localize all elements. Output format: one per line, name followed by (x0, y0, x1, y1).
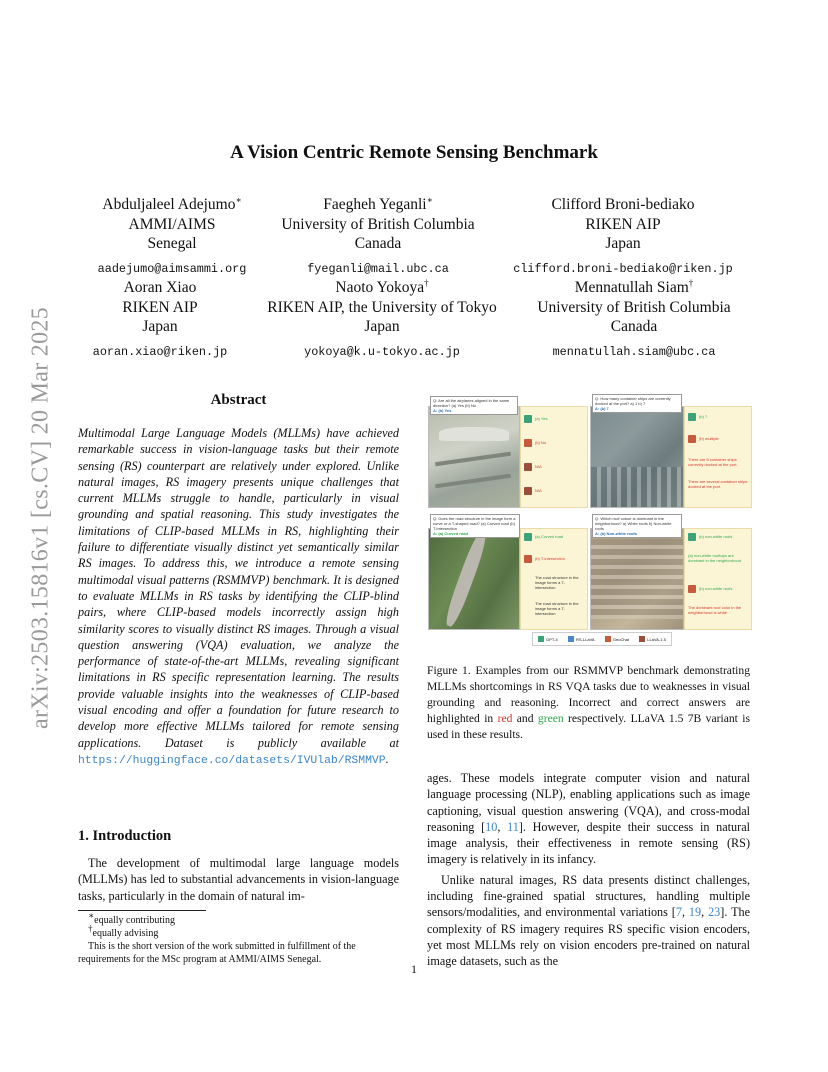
arxiv-sidebar (26, 278, 56, 758)
question-text: Q: Which roof colour is dominant in the neighborhood? a) White roofs b) Non-white roofs (595, 516, 672, 531)
answer-rsllava: (b) T-intersection (524, 555, 565, 563)
author-mark: † (688, 277, 694, 288)
author-block (98, 195, 247, 279)
legend-item-gpt4: GPT-4 (538, 636, 558, 642)
figure-panel-roofs (590, 514, 750, 630)
caption-green-word: green (537, 712, 564, 725)
paragraph: ages. These models integrate computer vision and natural language processing (NLP), enabling applications such as image captioning, visual question answering (VQA), and cross-modal reasoning [10, 11]. However, despite their success in natural image analysis, their effectiveness in remote sensing (RS) imagery is relatively in its infancy. (427, 771, 750, 867)
author-email[interactable]: aadejumo@aimsammi.org (97, 261, 247, 276)
figure-legend (532, 632, 672, 646)
footnote (78, 923, 399, 940)
author-email[interactable]: aoran.xiao@riken.jp (92, 344, 228, 359)
footnote-text: equally advising (92, 928, 159, 939)
legend-item-llava: LLaVA-1.5 (639, 636, 666, 642)
author-name: Faegheh Yeganli (323, 196, 427, 213)
footnote-rule (78, 910, 206, 911)
satellite-image (590, 528, 684, 630)
question-text: Q: How many container ships are currently docked at the port? a) 1 b) 7 (595, 396, 671, 406)
abstract-text: Multimodal Large Language Models (MLLMs) have achieved remarkable success in vision-language tasks but their remote sensing (RS) counterpart are relatively under explored. Unlike natural images, RS imagery presents unique challenges that current MLLMs struggle to handle, particularly in visual grounding and spatial reasoning. This study investigates the limitations of CLIP-based MLLMs in RS, highlighting their failure to differentiate visually distinct yet semantically similar RS images. To address this, we introduce a remote sensing multimodal visual patterns (RSMMVP) benchmark. It is designed to evaluate MLLMs in RS tasks by identifying the CLIP-blind pairs, where CLIP-based models incorrectly assign high similarity scores to visually distinct RS images. Through a visual question answering (VQA) evaluation, we analyze the performance of state-of-the-art MLLMs, revealing significant limitations in RS specific representation learning. The results provide valuable insights into the weaknesses of CLIP-based visual encoding and offer a foundation for future research to develop more effective MLLMs tailored for remote sensing applications. Dataset is publicly available at (78, 426, 399, 750)
footnote-mark: † (88, 923, 93, 934)
author-country: Senegal (147, 235, 197, 252)
author-affiliation: AMMI/AIMS (128, 215, 216, 233)
satellite-image (428, 406, 520, 508)
ground-truth: A: (b) Non-white roofs (595, 531, 637, 536)
answer-geochat: The road structure in the image forms a T-intersection (535, 575, 579, 590)
question-box (430, 514, 520, 538)
author-country: Japan (605, 235, 641, 252)
answer-gpt4: (b) 7 (688, 413, 707, 421)
author-affiliation: RIKEN AIP (122, 298, 198, 316)
ground-truth: A: (b) 7 (595, 406, 609, 411)
author-name: Abduljaleel Adejumo (102, 196, 236, 213)
author-affiliation: RIKEN AIP (585, 215, 661, 233)
intro-heading: 1. Introduction (78, 828, 172, 844)
author-country: Japan (364, 318, 400, 335)
caption-red-word: red (497, 712, 513, 725)
citation-link[interactable]: 11 (507, 819, 519, 834)
footnote-text: This is the short version of the work submitted in fulfillment of the requirements for the MSc program at AMMI/AIMS Senegal. (78, 941, 356, 965)
paragraph: Unlike natural images, RS data presents distinct challenges, including fine-grained spatial structures, handling multiple sensors/modalities, and environmental variations [7, 19, 23]. The complexity of RS imagery requires RS specific vision encoders, yet most MLLMs rely on vision encoders pre-trained on natural image datasets, such as the (427, 872, 751, 969)
answer-rsllava: (b) multiple (688, 435, 719, 443)
answers-box (520, 406, 588, 508)
legend-item-geochat: GeoChat (605, 636, 629, 642)
author-mark: † (424, 277, 429, 288)
author-country: Canada (610, 318, 658, 335)
answer-rsllava: (a) non-white rooftops are dominant in the neighborhood (688, 553, 741, 563)
right-column-text (427, 770, 750, 970)
author-block (513, 195, 732, 279)
answer-geochat: N/A (524, 463, 542, 471)
author-affiliation: University of British Columbia (537, 298, 731, 316)
question-box (592, 514, 682, 538)
citation-link[interactable]: 23 (708, 905, 721, 920)
answer-llava: N/A (524, 487, 542, 495)
footnote-text: equally contributing (94, 915, 175, 926)
answer-geochat: There are 5 container ships currently docked at the port. (688, 457, 738, 467)
abstract-end: . (385, 751, 389, 766)
answers-box (684, 528, 752, 630)
author-block (281, 195, 474, 279)
author-name: Clifford Broni-bediako (551, 196, 695, 213)
satellite-image (428, 528, 520, 630)
author-name: Mennatullah Siam (574, 279, 689, 296)
paper-title: A Vision Centric Remote Sensing Benchmark (230, 142, 598, 163)
author-mark: ∗ (235, 194, 242, 205)
footnote-mark: ∗ (88, 910, 95, 921)
author-email[interactable]: fyeganli@mail.ubc.ca (307, 261, 449, 276)
answer-geochat: (b) non-white roofs (688, 585, 732, 593)
figure-panel-road (428, 514, 588, 630)
figure-panel-airplanes (428, 392, 588, 510)
question-text: Q: Does the road structure in the image form a curve or a T-shaped road? (a) Curved road (b) T-intersection (433, 516, 516, 531)
answer-llava: The dominant roof color in the neighborhood is white (688, 605, 742, 615)
author-email[interactable]: clifford.broni-bediako@riken.jp (513, 261, 733, 276)
dataset-link[interactable]: https://huggingface.co/datasets/IVUlab/RSMMVP (78, 754, 386, 767)
ground-truth: A: (a) Curved road (433, 531, 468, 536)
author-name: Aoran Xiao (123, 279, 197, 296)
legend-item-rsllava: RS-LLaVA (568, 636, 595, 642)
author-country: Canada (354, 235, 402, 252)
intro-paragraph: The development of multimodal large language models (MLLMs) has led to substantial advancements in vision-language tasks, particularly in the domain of natural im- (78, 856, 399, 903)
abstract-body (78, 425, 399, 769)
answers-box (684, 406, 752, 508)
answer-rsllava: (b) No (524, 439, 546, 447)
page-number: 1 (411, 962, 417, 976)
figure-caption: Figure 1. Examples from our RSMMVP benchmark demonstrating MLLMs shortcomings in RS VQA tasks due to weaknesses in visual grounding and reasoning. Incorrect and correct answers are highlighted in red and green respectively. LLaVA 1.5 7B variant is used in these results. (427, 664, 750, 741)
author-country: Japan (142, 318, 178, 335)
footnotes (78, 910, 399, 966)
citation-link[interactable]: 7 (675, 905, 682, 920)
author-name: Naoto Yokoya (335, 279, 425, 296)
answer-gpt4: (b) non-white roofs (688, 533, 732, 541)
ground-truth: A: (b) Yes (433, 408, 452, 413)
footnote (78, 910, 399, 927)
author-email[interactable]: yokoya@k.u-tokyo.ac.jp (304, 344, 460, 359)
citation-link[interactable]: 19 (688, 905, 702, 920)
author-block (267, 278, 496, 362)
author-affiliation: University of British Columbia (281, 215, 475, 233)
answer-gpt4: (a) Yes (524, 415, 547, 423)
author-affiliation: RIKEN AIP, the University of Tokyo (267, 298, 497, 316)
author-email[interactable]: mennatullah.siam@ubc.ca (552, 344, 716, 359)
answer-llava: There are several container ships docked at the port. (688, 479, 748, 489)
author-mark: ∗ (426, 194, 433, 205)
citation-link[interactable]: 10 (485, 819, 498, 834)
figure-panel-port (590, 392, 750, 510)
question-box (592, 394, 682, 413)
question-box (430, 396, 518, 415)
author-block (537, 278, 730, 362)
abstract-heading: Abstract (210, 392, 267, 408)
author-block (93, 278, 228, 362)
answer-llava: The road structure in the image forms a T-intersection (535, 601, 579, 616)
answer-gpt4: (a) Curved road (524, 533, 563, 541)
answers-box (520, 528, 588, 630)
figure-1 (428, 392, 750, 650)
arxiv-identifier: arXiv:2503.15816v1 [cs.CV] 20 Mar 2025 (27, 306, 54, 730)
question-text: Q: Are all the airplanes aligned in the same direction? (a) Yes (b) No (433, 398, 510, 408)
satellite-image (590, 406, 684, 508)
